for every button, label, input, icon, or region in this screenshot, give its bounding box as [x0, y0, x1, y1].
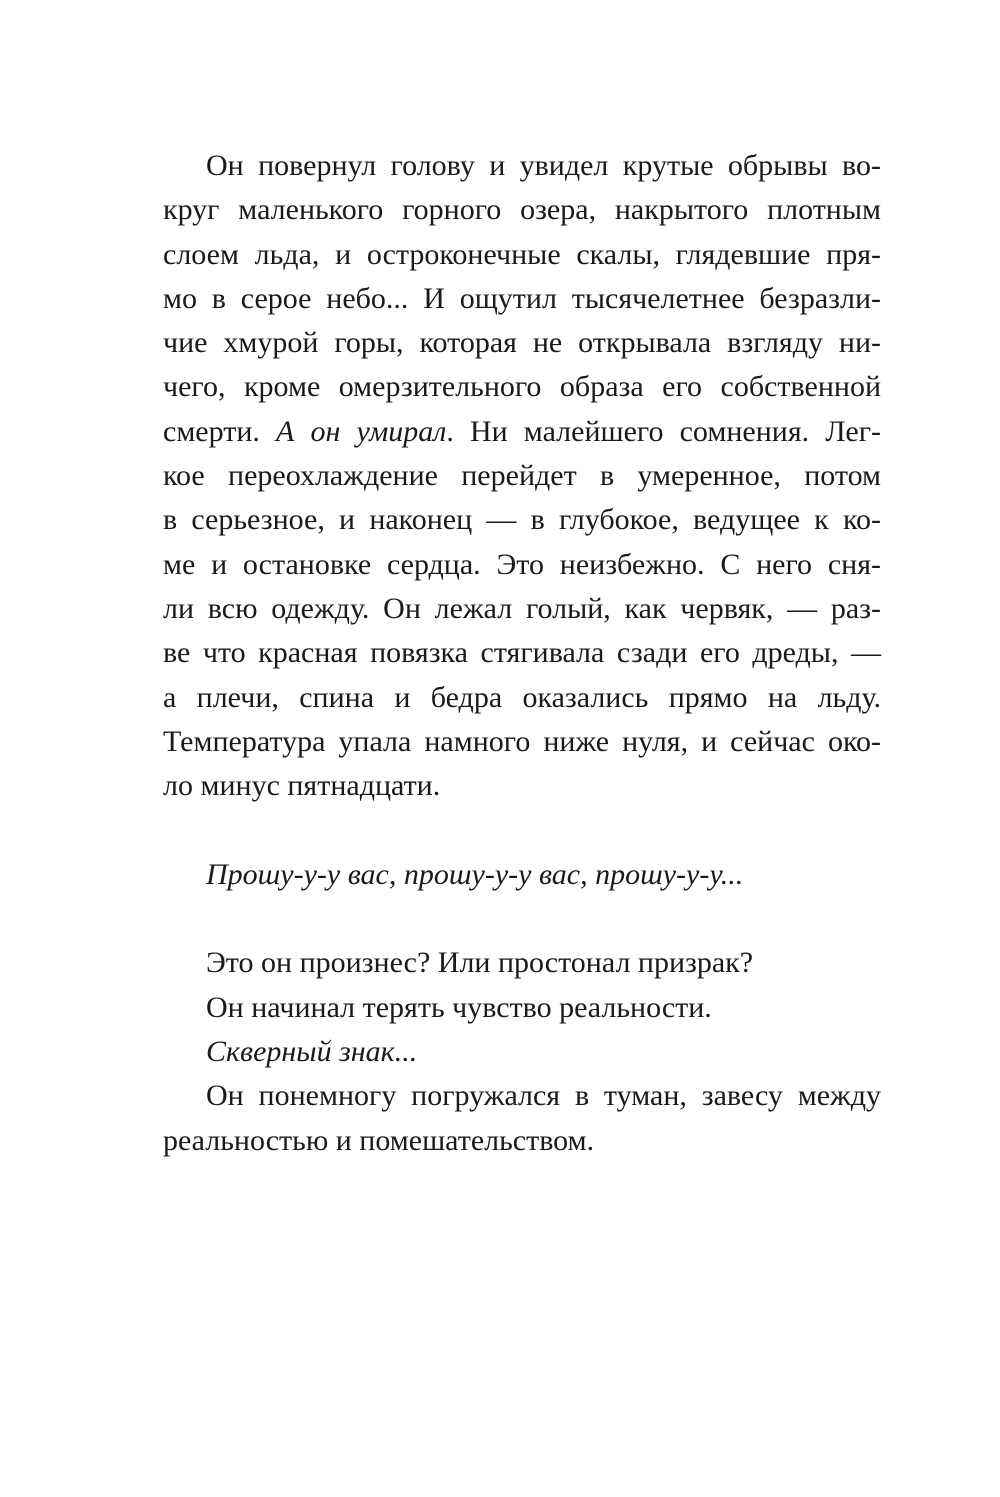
paragraph-1-line [163, 543, 881, 587]
text-run: Он повернул голову и увидел крутые обрывы во- [206, 149, 881, 182]
paragraph-2-line: реальностью и помешательством. [163, 1123, 595, 1157]
text-run: ло минус пятнадцати. [163, 769, 441, 803]
text-run: . Ни малейшего сомнения. Лег- [446, 414, 881, 448]
italic-line: Прошу-у-у вас, прошу-у-у вас, прошу-у-у... [206, 857, 744, 891]
paragraph-1-line [163, 764, 881, 808]
text-run: в серьезное, и наконец — в глубокое, ведущее к ко- [163, 503, 881, 537]
paragraph-1-line [163, 498, 881, 542]
paragraph-2-line: Он понемногу погружался в туман, завесу между [206, 1079, 881, 1113]
paragraph-1-line [163, 144, 881, 188]
paragraph-2 [163, 1074, 881, 1163]
paragraph-1-line [163, 454, 881, 498]
text-run: чего, кроме омерзительного образа его собственной [163, 370, 881, 404]
paragraph-1 [163, 144, 881, 808]
paragraph-1-line [163, 188, 881, 232]
paragraph-1-line [163, 321, 881, 365]
line-bad-sign: Скверный знак... [206, 1034, 418, 1068]
paragraph-1-line [163, 720, 881, 764]
text-run: ве что красная повязка стягивала сзади его дреды, — [163, 636, 881, 670]
text-run: кое переохлаждение перейдет в умеренное, потом [163, 459, 881, 493]
paragraph-1-line [163, 277, 881, 321]
italic-phrase: А он умирал [276, 414, 447, 448]
text-run: круг маленького горного озера, накрытого плотным [163, 193, 881, 227]
page-text [163, 144, 881, 1163]
text-run: мо в серое небо... И ощутил тысячелетнее безразли- [163, 281, 881, 315]
text-run: смерти. [163, 414, 277, 448]
paragraph-1-line [163, 631, 881, 675]
spacer [163, 897, 881, 941]
text-run: чие хмурой горы, которая не открывала взгляду ни- [163, 326, 881, 360]
paragraph-1-line [163, 365, 881, 409]
line-reality: Он начинал терять чувство реальности. [206, 990, 712, 1024]
paragraph-1-line [163, 233, 881, 277]
text-run: Температура упала намного ниже нуля, и сейчас око- [163, 724, 881, 758]
spacer [163, 808, 881, 852]
text-run: а плечи, спина и бедра оказались прямо на льду. [163, 680, 881, 714]
text-run: слоем льда, и остроконечные скалы, глядевшие пря- [163, 237, 881, 271]
paragraph-1-line [163, 410, 881, 454]
text-run: ме и остановке сердца. Это неизбежно. С него сня- [163, 547, 881, 581]
text-run: ли всю одежду. Он лежал голый, как червяк, — раз- [163, 591, 881, 625]
line-question: Это он произнес? Или простонал призрак? [206, 946, 754, 980]
paragraph-1-line [163, 587, 881, 631]
paragraph-1-line [163, 676, 881, 720]
